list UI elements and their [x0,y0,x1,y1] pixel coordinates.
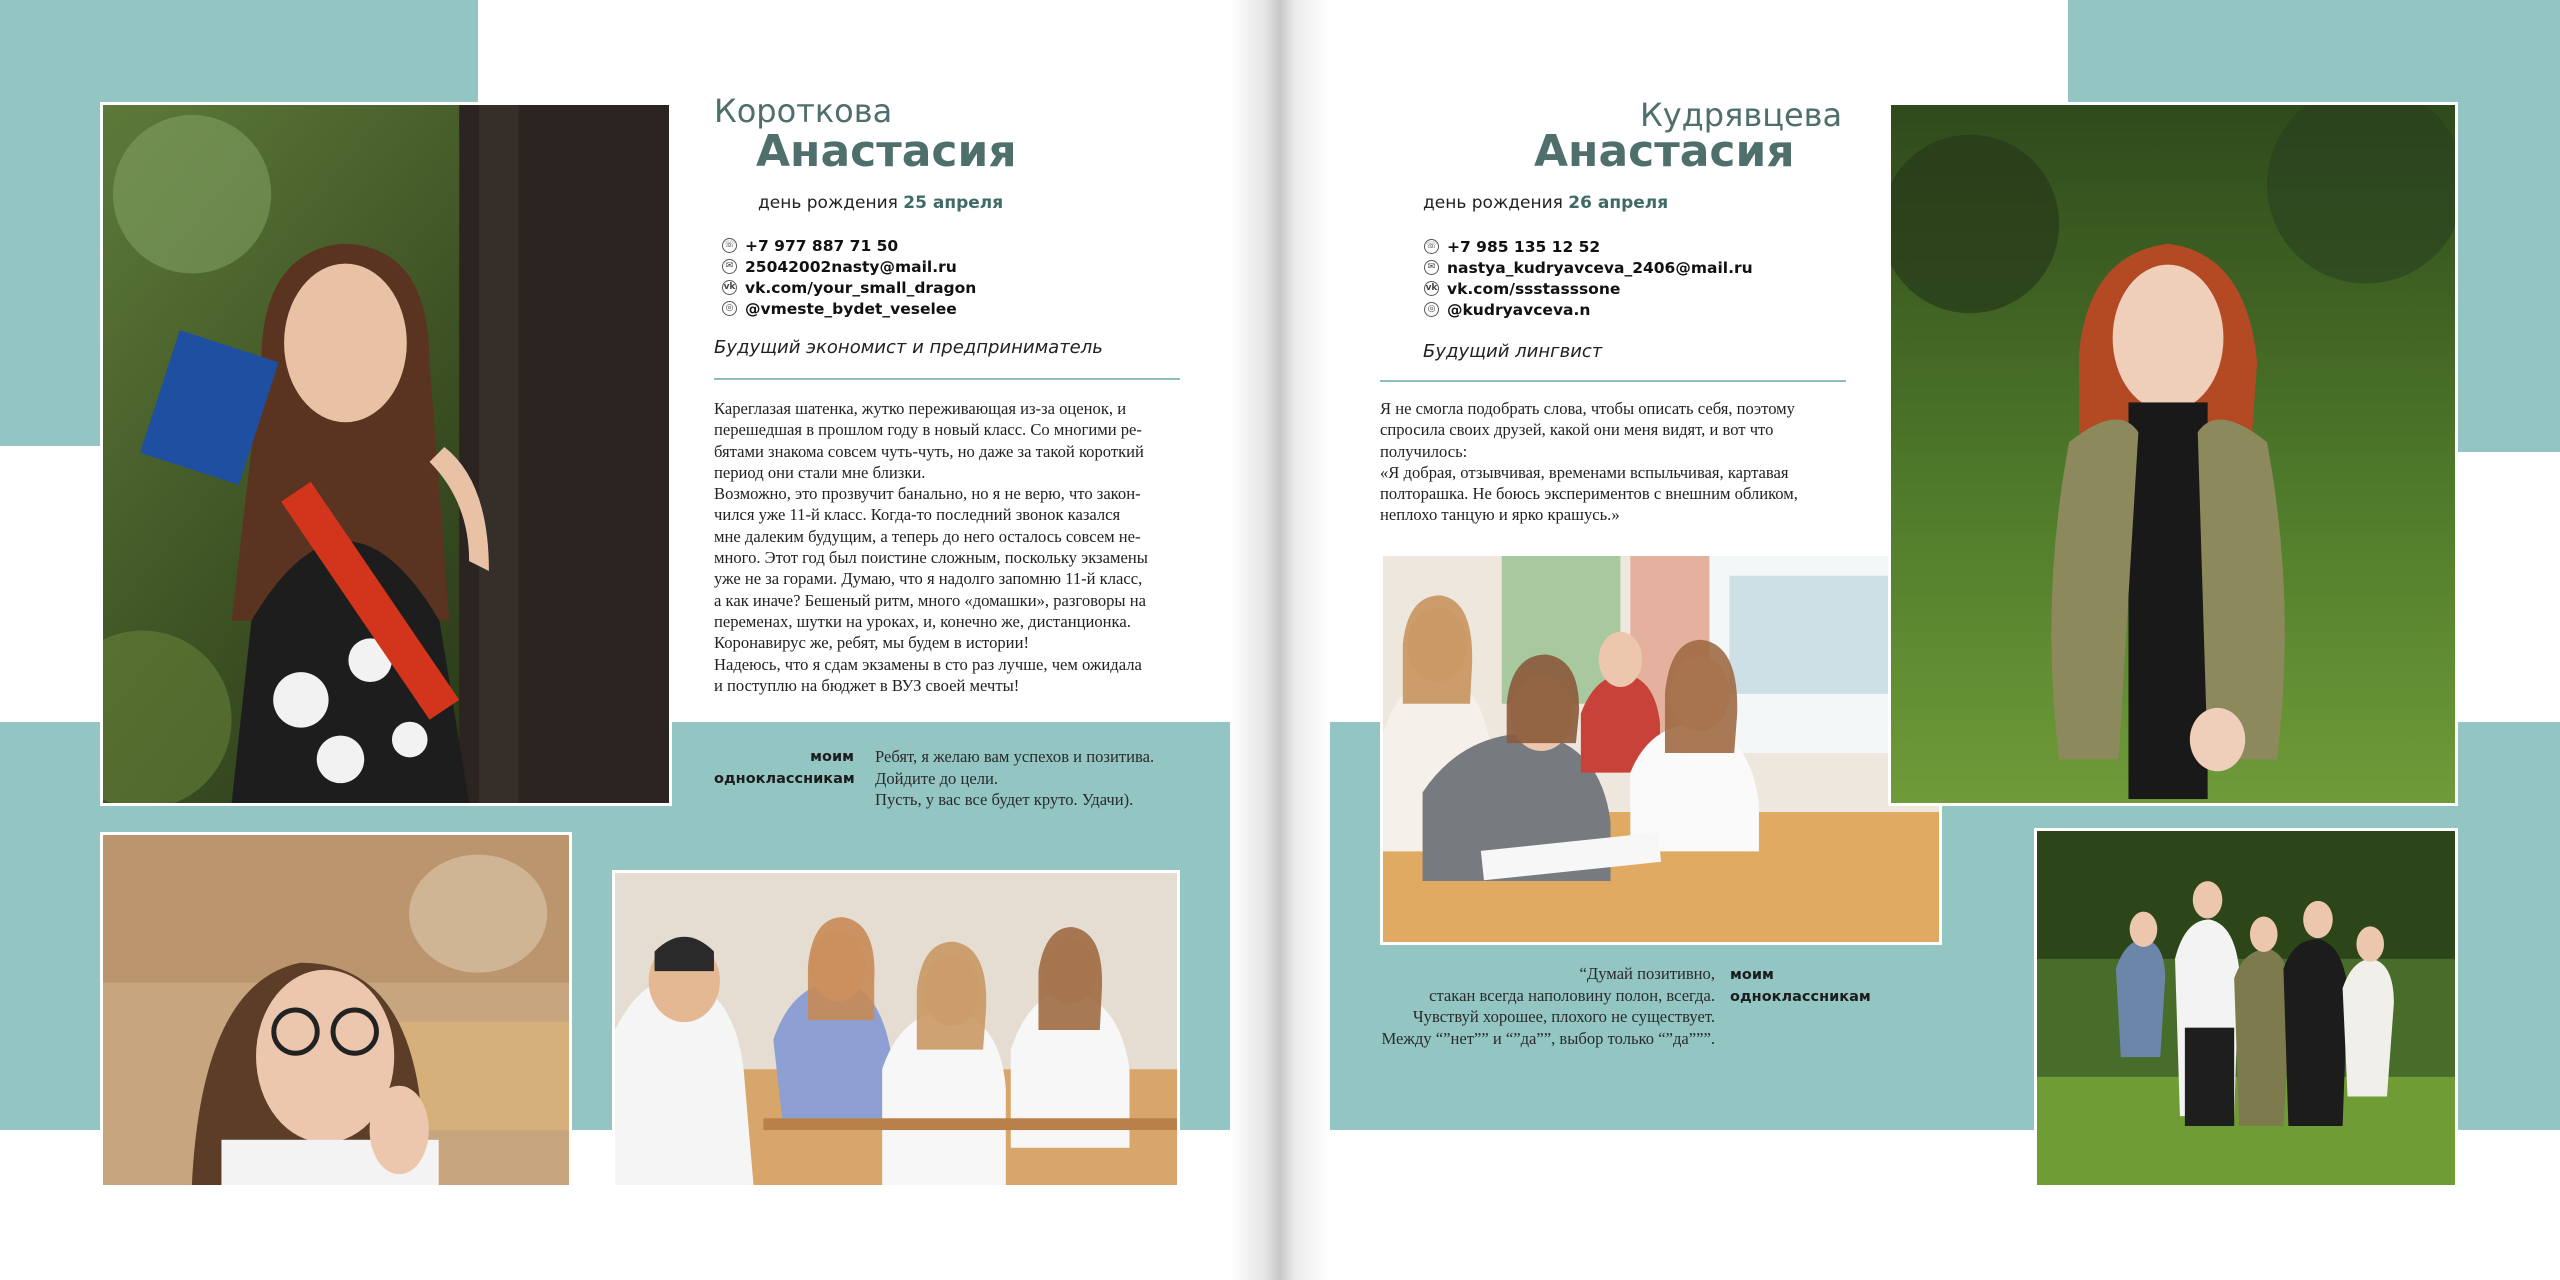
classmates-label-line2: одноклассникам [1730,989,1871,1005]
classmates-label-line1: моим [810,749,854,765]
contact-phone[interactable] [1424,236,1753,257]
phone-icon: ☏ [1424,239,1439,254]
classmates-label [1730,964,1871,1008]
contact-instagram-text: @kudryavceva.n [1447,300,1591,319]
contact-vk[interactable] [1424,278,1753,299]
vk-icon: vk [722,280,737,295]
book-spine-shadow [1230,0,1330,1280]
photo-classroom-group [612,870,1180,1188]
birthday-line [1423,193,1668,213]
classmates-label-line1: моим [1730,967,1774,983]
student-first-name: Анастасия [756,126,1017,177]
vk-icon: vk [1424,281,1439,296]
contact-email[interactable] [722,256,976,277]
contact-instagram[interactable] [722,298,976,319]
contact-vk-text: vk.com/ssstasssone [1447,279,1621,298]
birthday-date: 26 апреля [1568,193,1669,213]
contact-instagram[interactable] [1424,299,1753,320]
student-surname: Кудрявцева [1640,96,1843,134]
bio-text: Кареглазая шатенка, жутко переживающая из-за оценок, и перешедшая в прошлом году в новый класс. Со многими ре- бятами знакома совсем чуть-чуть, но даже за такой короткий период они стали мне близки. Возможно, это прозвучит банально, но я не верю, что закон- чился уже 11-й класс. Когда-то последний звонок казался мне далеким будущим, а теперь до него осталось совсем не- много. Этот год был поистине сложным, поскольку экзамены уже не за горами. Думаю, что я надолго запомню 11-й класс, а как иначе? Бешеный ритм, много «домашки», разговоры на переменах, шутки на уроках, и, конечно же, дистанционка. Коронавирус же, ребят, мы будем в истории! Надеюсь, что я сдам экзамены в сто раз лучше, чем ожидала и поступлю на бюджет в ВУЗ своей мечты! [714,399,1148,695]
future-profession: Будущий экономист и предприниматель [714,337,1103,358]
photo-friends-group [2034,828,2458,1188]
birthday-prefix: день рождения [758,193,898,213]
classmates-message: “Думай позитивно, стакан всегда наполовину полон, всегда. Чувствуй хорошее, плохого не существует. Между “”нет”” и “”да””, выбор только “”да”””. [1381,964,1715,1048]
birthday-line [758,193,1003,213]
contact-instagram-text: @vmeste_bydet_veselee [745,299,957,318]
bio-text: Я не смогла подобрать слова, чтобы описать себя, поэтому спросила своих друзей, какой они меня видят, и вот что получилось: «Я добрая, отзывчивая, временами вспыльчивая, картавая полторашка. Не боюсь экспериментов с внешним обликом, неплохо танцую и ярко крашусь.» [1380,399,1798,525]
phone-icon: ☏ [722,238,737,253]
mail-icon: ✉ [722,259,737,274]
birthday-prefix: день рождения [1423,193,1563,213]
instagram-icon: ◎ [722,301,737,316]
student-first-name: Анастасия [1534,126,1795,177]
instagram-icon: ◎ [1424,302,1439,317]
classmates-message: Ребят, я желаю вам успехов и позитива. Дойдите до цели. Пусть, у вас все будет круто. Удачи). [875,747,1155,810]
student-surname: Короткова [714,92,893,130]
photo-classroom-desk [1380,553,1942,945]
contact-phone-text: +7 977 887 71 50 [745,236,899,255]
contact-list [722,235,976,319]
contact-phone-text: +7 985 135 12 52 [1447,237,1601,256]
classmates-label-line2: одноклассникам [714,771,855,787]
future-profession: Будущий лингвист [1423,341,1603,362]
contact-list [1424,236,1753,320]
mail-icon: ✉ [1424,260,1439,275]
contact-email[interactable] [1424,257,1753,278]
contact-vk[interactable] [722,277,976,298]
birthday-date: 25 апреля [903,193,1004,213]
contact-email-text: nastya_kudryavceva_2406@mail.ru [1447,258,1753,277]
classmates-label [714,746,854,790]
contact-email-text: 25042002nasty@mail.ru [745,257,957,276]
portrait-photo-kudryavceva [1888,102,2458,806]
contact-phone[interactable] [722,235,976,256]
portrait-photo-korotkova [100,102,672,806]
contact-vk-text: vk.com/your_small_dragon [745,278,977,297]
heading-divider [714,378,1180,380]
photo-girl-with-glasses [100,832,572,1188]
heading-divider [1380,380,1846,382]
